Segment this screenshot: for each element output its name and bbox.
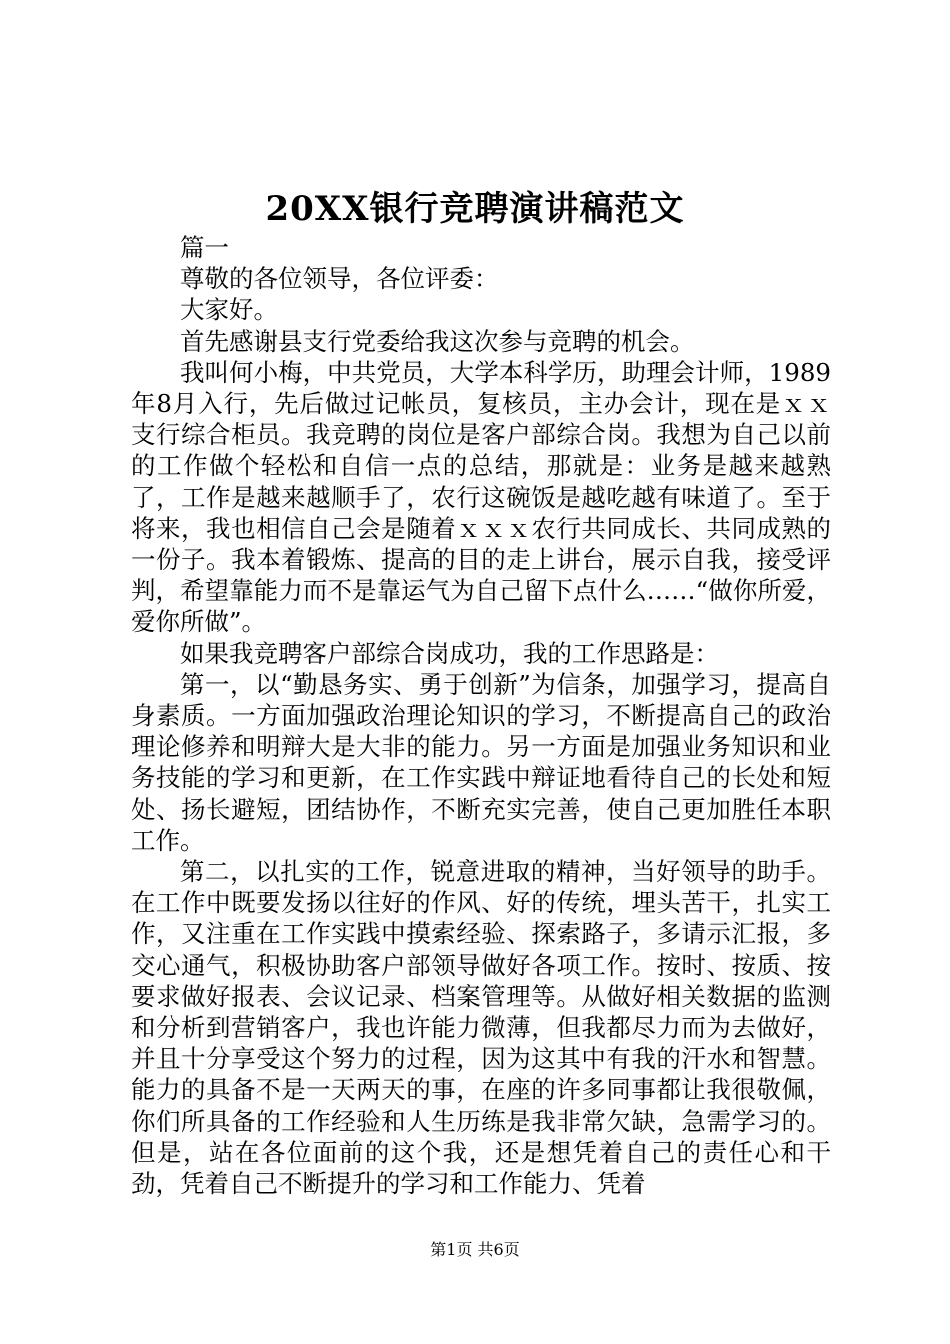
paragraph: 首先感谢县支行党委给我这次参与竞聘的机会。 — [180, 326, 695, 356]
paragraph: 第一，以“勤恳务实、勇于创新”为信条，加强学习，提高自身素质。一方面加强政治理论知识的学习，不断提高自己的政治理论修养和明辩大是大非的能力。另一方面是加强业务知识和业务技能的学习和更新，在工作实践中辩证地看待自己的长处和短处、扬长避短，团结协作，不断充实完善，使自己更加胜任本职工作。 — [131, 669, 831, 855]
document-title: 20XX银行竞聘演讲稿范文 — [265, 189, 685, 229]
salutation: 尊敬的各位领导，各位评委： — [180, 264, 499, 294]
paragraph: 如果我竞聘客户部综合岗成功，我的工作思路是： — [180, 638, 719, 668]
page-footer: 第1页 共6页 — [430, 1240, 520, 1259]
document-body — [131, 232, 831, 1199]
section-label: 篇一 — [180, 233, 229, 262]
greeting: 大家好。 — [180, 295, 278, 325]
paragraph: 第二，以扎实的工作，锐意进取的精神，当好领导的助手。在工作中既要发扬以往好的作风、好的传统，埋头苦干，扎实工作，又注重在工作实践中摸索经验、探索路子，多请示汇报，多交心通气，积极协助客户部领导做好各项工作。按时、按质、按要求做好报表、会议记录、档案管理等。从做好相关数据的监测和分析到营销客户，我也许能力微薄，但我都尽力而为去做好，并且十分享受这个努力的过程，因为这其中有我的汗水和智慧。能力的具备不是一天两天的事，在座的许多同事都让我很敬佩，你们所具备的工作经验和人生历练是我非常欠缺，急需学习的。但是，站在各位面前的这个我，还是想凭着自己的责任心和干劲，凭着自己不断提升的学习和工作能力、凭着 — [131, 857, 831, 1199]
paragraph: 我叫何小梅，中共党员，大学本科学历，助理会计师，1989年8月入行，先后做过记帐员，复核员，主办会计，现在是ｘｘ支行综合柜员。我竞聘的岗位是客户部综合岗。我想为自己以前的工作做个轻松和自信一点的总结，那就是：业务是越来越熟了，工作是越来越顺手了，农行这碗饭是越吃越有味道了。至于将来，我也相信自己会是随着ｘｘｘ农行共同成长、共同成熟的一份子。我本着锻炼、提高的目的走上讲台，展示自我，接受评判，希望靠能力而不是靠运气为自己留下点什么……“做你所爱，爱你所做”。 — [131, 357, 831, 637]
